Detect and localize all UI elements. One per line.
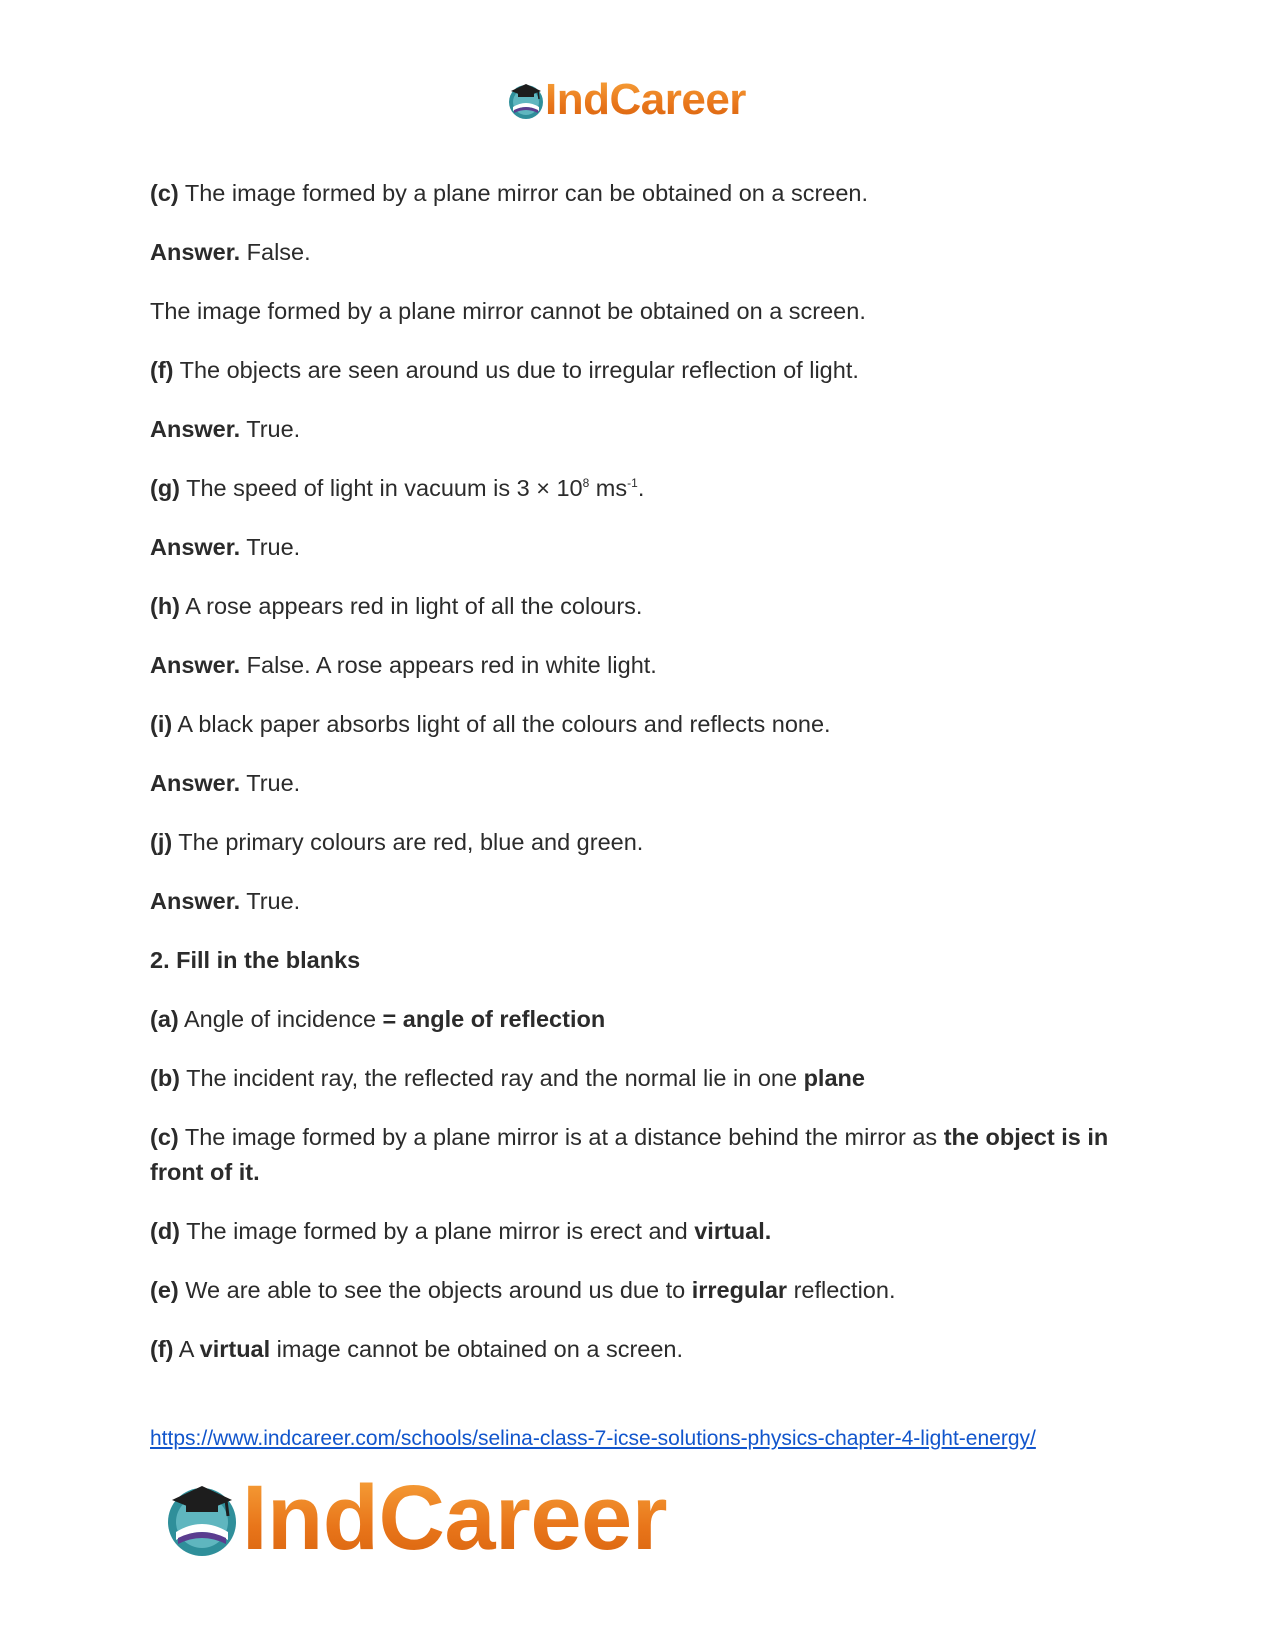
header-logo <box>505 75 746 124</box>
question-f: (f) The objects are seen around us due to irregular reflection of light. <box>150 357 859 383</box>
question-g: (g) The speed of light in vacuum is $3 \times 10^8$ $ms^{-1}$. <box>150 475 645 501</box>
answer-c: Answer. False. <box>150 239 311 265</box>
blank-c: (c) The image formed by a plane mirror is at a distance behind the mirror as the object is in front of it. <box>150 1124 1109 1185</box>
answer-j: Answer. True. <box>150 888 301 914</box>
explanation-c: The image formed by a plane mirror cannot be obtained on a screen. <box>150 298 866 324</box>
source-link[interactable]: https://www.indcareer.com/schools/selina-class-7-icse-solutions-physics-chapter-4-light-energy/ <box>150 1427 1036 1450</box>
question-i: (i) A black paper absorbs light of all the colours and reflects none. <box>150 711 831 737</box>
brand-name: IndCareer <box>545 75 746 124</box>
question-h: (h) A rose appears red in light of all the colours. <box>150 593 643 619</box>
blank-f: (f) A virtual image cannot be obtained on a screen. <box>150 1336 684 1362</box>
section-heading: 2. Fill in the blanks <box>150 947 361 973</box>
question-j: (j) The primary colours are red, blue and green. <box>150 829 644 855</box>
question-c: (c) The image formed by a plane mirror can be obtained on a screen. <box>150 180 869 206</box>
blank-b: (b) The incident ray, the reflected ray and the normal lie in one plane <box>150 1065 865 1091</box>
footer-logo <box>160 1467 667 1569</box>
answer-i: Answer. True. <box>150 770 301 796</box>
answer-g: Answer. True. <box>150 534 301 560</box>
graduation-globe-icon <box>505 79 547 121</box>
blank-e: (e) We are able to see the objects around us due to irregular reflection. <box>150 1277 896 1303</box>
blank-d: (d) The image formed by a plane mirror is erect and virtual. <box>150 1218 772 1244</box>
answer-h: Answer. False. A rose appears red in white light. <box>150 652 657 678</box>
answer-f: Answer. True. <box>150 416 301 442</box>
blank-a: (a) Angle of incidence = angle of reflection <box>150 1006 606 1032</box>
footer-brand-name: IndCareer <box>242 1467 667 1569</box>
graduation-globe-icon <box>160 1476 244 1560</box>
document-body <box>150 176 1130 1391</box>
